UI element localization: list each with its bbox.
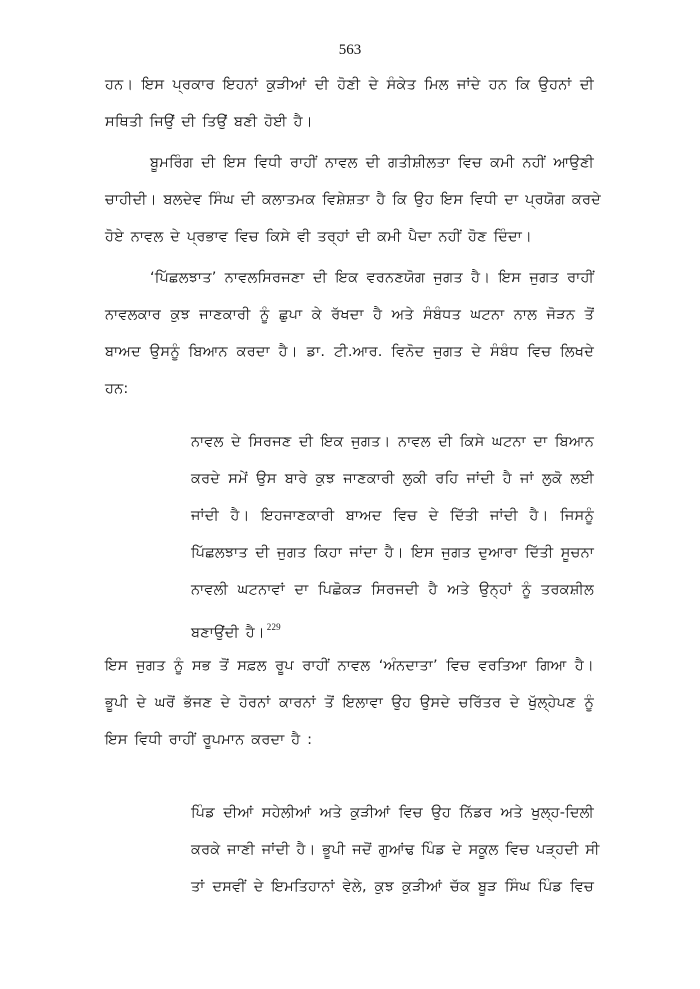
text-line: ਹੋਏ ਨਾਵਲ ਦੇ ਪ੍ਰਭਾਵ ਵਿਚ ਕਿਸੇ ਵੀ ਤਰ੍ਹਾਂ ਦੀ ਕਮੀ ਪੈਦਾ ਨਹੀਂ ਹੋਣ ਦਿੰਦਾ। — [105, 229, 532, 245]
quote-line: ਪਿੰਡ ਦੀਆਂ ਸਹੇਲੀਆਂ ਅਤੇ ਕੁੜੀਆਂ ਵਿਚ ਉਹ ਨਿੱਡਰ ਅਤੇ ਖੁਲ੍ਹ-ਦਿਲੀ — [191, 805, 594, 821]
text-line: ਸਥਿਤੀ ਜਿਉਂ ਦੀ ਤਿਉਂ ਬਣੀ ਹੋਈ ਹੈ। — [105, 114, 313, 130]
quote-line: ਕਰਦੇ ਸਮੇਂ ਉਸ ਬਾਰੇ ਕੁਝ ਜਾਣਕਾਰੀ ਲੁਕੀ ਰਹਿ ਜਾਂਦੀ ਹੈ ਜਾਂ ਲੁਕੋ ਲਈ — [191, 471, 594, 487]
quote-line: ਨਾਵਲ ਦੇ ਸਿਰਜਣ ਦੀ ਇਕ ਜੁਗਤ। ਨਾਵਲ ਦੀ ਕਿਸੇ ਘਟਨਾ ਦਾ ਬਿਆਨ — [191, 434, 594, 450]
quote-line: ਪਿੱਛਲਝਾਤ ਦੀ ਜੁਗਤ ਕਿਹਾ ਜਾਂਦਾ ਹੈ। ਇਸ ਜੁਗਤ ਦੁਆਰਾ ਦਿੱਤੀ ਸੂਚਨਾ — [191, 545, 594, 561]
quote-line: ਜਾਂਦੀ ਹੈ। ਇਹਜਾਣਕਾਰੀ ਬਾਅਦ ਵਿਚ ਦੇ ਦਿੱਤੀ ਜਾਂਦੀ ਹੈ। ਜਿਸਨੂੰ — [191, 508, 594, 524]
quote-line: ਨਾਵਲੀ ਘਟਨਾਵਾਂ ਦਾ ਪਿਛੋਕੜ ਸਿਰਜਦੀ ਹੈ ਅਤੇ ਉਨ੍ਹਾਂ ਨੂੰ ਤਰਕਸ਼ੀਲ — [191, 582, 594, 598]
text-line: ਹਨ: — [105, 381, 129, 397]
footnote-reference[interactable]: 229 — [266, 622, 281, 632]
quote-line: ਤਾਂ ਦਸਵੀਂ ਦੇ ਇਮਤਿਹਾਨਾਂ ਵੇਲੇ, ਕੁਝ ਕੁੜੀਆਂ ਚੱਕ ਬੂੜ ਸਿੰਘ ਪਿੰਡ ਵਿਚ — [191, 879, 594, 895]
text-line: ਬਾਅਦ ਉਸਨੂੰ ਬਿਆਨ ਕਰਦਾ ਹੈ। ਡਾ. ਟੀ.ਆਰ. ਵਿਨੋਦ ਜੁਗਤ ਦੇ ਸੰਬੰਧ ਵਿਚ ਲਿਖਦੇ — [105, 344, 594, 360]
text-line: ਬੂਮਰਿੰਗ ਦੀ ਇਸ ਵਿਧੀ ਰਾਹੀਂ ਨਾਵਲ ਦੀ ਗਤੀਸ਼ੀਲਤਾ ਵਿਚ ਕਮੀ ਨਹੀਂ ਆਉਣੀ — [150, 155, 594, 171]
quote-line-last — [191, 617, 281, 643]
page-number: 563 — [338, 42, 362, 58]
text-line: ‘ਪਿੱਛਲਝਾਤ’ ਨਾਵਲਸਿਰਜਣਾ ਦੀ ਇਕ ਵਰਨਣਯੋਗ ਜੁਗਤ ਹੈ। ਇਸ ਜੁਗਤ ਰਾਹੀਂ — [150, 270, 594, 286]
quote-line: ਕਰਕੇ ਜਾਣੀ ਜਾਂਦੀ ਹੈ। ਭੂਪੀ ਜਦੋਂ ਗੁਆਂਢ ਪਿੰਡ ਦੇ ਸਕੂਲ ਵਿਚ ਪੜ੍ਹਦੀ ਸੀ — [191, 842, 600, 858]
text-line: ਹਨ। ਇਸ ਪ੍ਰਕਾਰ ਇਹਨਾਂ ਕੁੜੀਆਂ ਦੀ ਹੋਣੀ ਦੇ ਸੰਕੇਤ ਮਿਲ ਜਾਂਦੇ ਹਨ ਕਿ ਉਹਨਾਂ ਦੀ — [105, 77, 594, 93]
quote-text: ਬਣਾਉਂਦੀ ਹੈ। — [191, 625, 265, 641]
text-line: ਇਸ ਵਿਧੀ ਰਾਹੀਂ ਰੂਪਮਾਨ ਕਰਦਾ ਹੈ : — [105, 732, 313, 748]
text-line: ਭੂਪੀ ਦੇ ਘਰੋਂ ਭੱਜਣ ਦੇ ਹੋਰਨਾਂ ਕਾਰਨਾਂ ਤੋਂ ਇਲਾਵਾ ਉਹ ਉਸਦੇ ਚਰਿੱਤਰ ਦੇ ਖੁੱਲ੍ਹੇਪਣ ਨੂੰ — [105, 695, 594, 711]
text-line: ਨਾਵਲਕਾਰ ਕੁਝ ਜਾਣਕਾਰੀ ਨੂੰ ਛੁਪਾ ਕੇ ਰੱਖਦਾ ਹੈ ਅਤੇ ਸੰਬੰਧਤ ਘਟਨਾ ਨਾਲ ਜੋੜਨ ਤੋਂ — [105, 307, 594, 323]
text-line: ਇਸ ਜੁਗਤ ਨੂੰ ਸਭ ਤੋਂ ਸਫ਼ਲ ਰੂਪ ਰਾਹੀਂ ਨਾਵਲ ‘ਅੰਨਦਾਤਾ’ ਵਿਚ ਵਰਤਿਆ ਗਿਆ ਹੈ। — [105, 658, 594, 674]
text-line: ਚਾਹੀਦੀ। ਬਲਦੇਵ ਸਿੰਘ ਦੀ ਕਲਾਤਮਕ ਵਿਸ਼ੇਸ਼ਤਾ ਹੈ ਕਿ ਉਹ ਇਸ ਵਿਧੀ ਦਾ ਪ੍ਰਯੋਗ ਕਰਦੇ — [105, 192, 601, 208]
